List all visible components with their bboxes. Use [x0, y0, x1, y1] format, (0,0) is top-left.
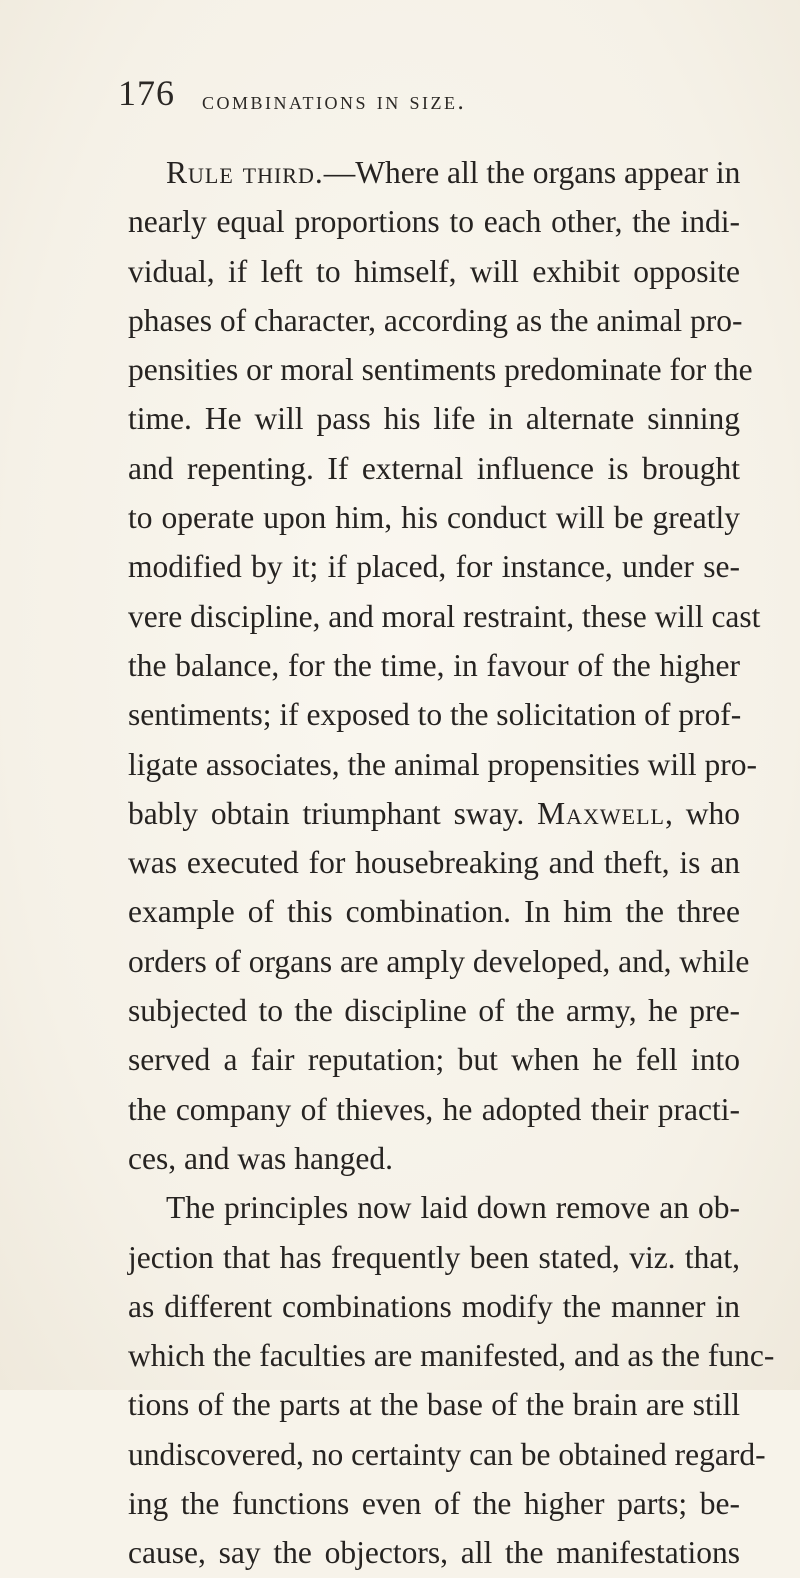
- text-line-segment: —Where all the organs appear in: [323, 155, 741, 190]
- body-text: [128, 148, 775, 1578]
- text-line: The principles now laid down remove an ob-: [166, 1190, 740, 1226]
- text-line: [128, 148, 740, 197]
- person-name-maxwell: Maxwell: [537, 795, 665, 831]
- text-line: to operate upon him, his conduct will be greatly: [128, 500, 740, 536]
- text-line-segment: bably obtain triumphant sway.: [128, 795, 525, 831]
- text-line: ligate associates, the animal propensities will pro-: [128, 746, 757, 782]
- text-line: example of this combination. In him the three: [128, 894, 740, 930]
- text-line: the balance, for the time, in favour of the higher: [128, 647, 740, 683]
- text-line: was executed for housebreaking and theft, is an: [128, 845, 740, 881]
- text-line: vidual, if left to himself, will exhibit opposite: [128, 253, 740, 289]
- running-head: combinations in size.: [202, 88, 467, 115]
- text-line: served a fair reputation; but when he fell into: [128, 1042, 740, 1078]
- text-line: ing the functions even of the higher parts; be-: [128, 1486, 740, 1522]
- text-line: and repenting. If external influence is brought: [128, 450, 740, 486]
- text-line: sentiments; if exposed to the solicitation of prof-: [128, 697, 742, 733]
- text-line: jection that has frequently been stated, viz. that,: [128, 1239, 740, 1275]
- paragraph-rule-third: [128, 148, 761, 1183]
- text-line: which the faculties are manifested, and as the func-: [128, 1338, 775, 1374]
- text-line: vere discipline, and moral restraint, these will cast: [128, 598, 761, 634]
- text-line: orders of organs are amply developed, and, while: [128, 943, 750, 979]
- page-header: [0, 70, 800, 130]
- text-line: time. He will pass his life in alternate sinning: [128, 401, 740, 437]
- text-line: undiscovered, no certainty can be obtained regard-: [128, 1436, 766, 1472]
- text-line: as different combinations modify the manner in: [128, 1288, 740, 1324]
- text-line: nearly equal proportions to each other, the indi-: [128, 204, 740, 240]
- text-line: [128, 789, 740, 838]
- text-line: the company of thieves, he adopted their practi-: [128, 1091, 740, 1127]
- text-line: subjected to the discipline of the army, he pre-: [128, 993, 740, 1029]
- text-line: modified by it; if placed, for instance, under se-: [128, 549, 740, 585]
- text-line: ces, and was hanged.: [128, 1140, 394, 1176]
- text-line-segment: , who: [665, 795, 741, 831]
- page-number: 176: [118, 73, 175, 113]
- paragraph-objection: [128, 1183, 775, 1577]
- rule-heading: Rule third.: [166, 155, 324, 190]
- text-line: pensities or moral sentiments predominate for the: [128, 352, 753, 388]
- text-line: tions of the parts at the base of the brain are still: [128, 1387, 740, 1423]
- text-line: phases of character, according as the animal pro-: [128, 302, 743, 338]
- text-line: cause, say the objectors, all the manifestations: [128, 1535, 740, 1571]
